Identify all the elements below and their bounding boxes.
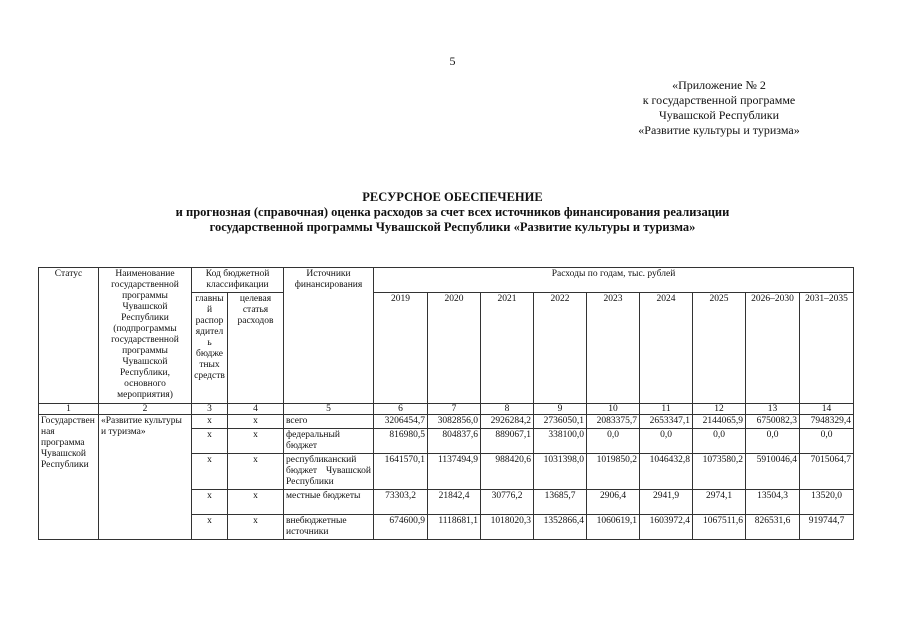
value-cell: 826531,6 xyxy=(746,515,800,540)
column-number: 6 xyxy=(374,404,428,415)
value-cell: 2906,4 xyxy=(587,490,640,515)
header-target-item: целевая статья расходов xyxy=(228,293,284,404)
header-year: 2021 xyxy=(481,293,534,404)
header-year: 2019 xyxy=(374,293,428,404)
column-number: 5 xyxy=(284,404,374,415)
value-cell: 0,0 xyxy=(800,429,854,454)
program-name-cell: «Развитие культуры и туризма» xyxy=(99,415,192,540)
header-budget-code: Код бюджетной классификации xyxy=(192,268,284,293)
value-cell: 1031398,0 xyxy=(534,454,587,490)
page-number: 5 xyxy=(449,54,456,68)
value-cell: 3082856,0 xyxy=(428,415,481,429)
source-cell: местные бюджеты xyxy=(284,490,374,515)
column-number: 13 xyxy=(746,404,800,415)
column-number: 7 xyxy=(428,404,481,415)
header-program-name: Наименование государственной программы Чувашской Республики (подпрограммы государственной программы Чувашской Республики, основного мероприятия) xyxy=(99,268,192,404)
heading-subtitle: государственной программы Чувашской Республики «Развитие культуры и туризма» xyxy=(209,220,696,234)
value-cell: 5910046,4 xyxy=(746,454,800,490)
source-cell: внебюджетные источники xyxy=(284,515,374,540)
source-cell: федеральный бюджет xyxy=(284,429,374,454)
column-number: 1 xyxy=(39,404,99,415)
value-cell: 816980,5 xyxy=(374,429,428,454)
header-year: 2031–2035 xyxy=(800,293,854,404)
value-cell: 0,0 xyxy=(693,429,746,454)
value-cell: 13520,0 xyxy=(800,490,854,515)
column-number: 10 xyxy=(587,404,640,415)
column-numbers-row xyxy=(39,404,854,415)
value-cell: 2941,9 xyxy=(640,490,693,515)
value-cell: 2736050,1 xyxy=(534,415,587,429)
header-year: 2026–2030 xyxy=(746,293,800,404)
heading-subtitle: и прогнозная (справочная) оценка расходов за счет всех источников финансирования реализации xyxy=(175,205,730,219)
value-cell: 1019850,2 xyxy=(587,454,640,490)
value-cell: 1137494,9 xyxy=(428,454,481,490)
value-cell: 2083375,7 xyxy=(587,415,640,429)
column-number: 3 xyxy=(192,404,228,415)
target-item-cell: x xyxy=(228,429,284,454)
header-sources: Источники финансирования xyxy=(284,268,374,404)
appendix-line: Чувашской Республики xyxy=(658,108,780,122)
value-cell: 2974,1 xyxy=(693,490,746,515)
value-cell: 13685,7 xyxy=(534,490,587,515)
header-expenses: Расходы по годам, тыс. рублей xyxy=(374,268,854,293)
value-cell: 0,0 xyxy=(640,429,693,454)
value-cell: 804837,6 xyxy=(428,429,481,454)
document-heading xyxy=(0,190,905,235)
target-item-cell: x xyxy=(228,515,284,540)
main-manager-cell: x xyxy=(192,515,228,540)
value-cell: 1073580,2 xyxy=(693,454,746,490)
header-year: 2025 xyxy=(693,293,746,404)
value-cell: 0,0 xyxy=(587,429,640,454)
value-cell: 889067,1 xyxy=(481,429,534,454)
target-item-cell: x xyxy=(228,415,284,429)
column-number: 11 xyxy=(640,404,693,415)
value-cell: 1060619,1 xyxy=(587,515,640,540)
value-cell: 1118681,1 xyxy=(428,515,481,540)
header-year: 2024 xyxy=(640,293,693,404)
value-cell: 1046432,8 xyxy=(640,454,693,490)
source-cell: всего xyxy=(284,415,374,429)
table-header-row xyxy=(39,268,854,293)
value-cell: 1603972,4 xyxy=(640,515,693,540)
main-manager-cell: x xyxy=(192,429,228,454)
value-cell: 919744,7 xyxy=(800,515,854,540)
value-cell: 2926284,2 xyxy=(481,415,534,429)
appendix-line: «Развитие культуры и туризма» xyxy=(638,123,800,137)
header-year: 2023 xyxy=(587,293,640,404)
value-cell: 2653347,1 xyxy=(640,415,693,429)
value-cell: 30776,2 xyxy=(481,490,534,515)
value-cell: 21842,4 xyxy=(428,490,481,515)
main-manager-cell: x xyxy=(192,490,228,515)
value-cell: 338100,0 xyxy=(534,429,587,454)
value-cell: 3206454,7 xyxy=(374,415,428,429)
value-cell: 1018020,3 xyxy=(481,515,534,540)
value-cell: 1067511,6 xyxy=(693,515,746,540)
main-manager-cell: x xyxy=(192,454,228,490)
value-cell: 6750082,3 xyxy=(746,415,800,429)
resource-table xyxy=(38,267,854,540)
target-item-cell: x xyxy=(228,490,284,515)
value-cell: 0,0 xyxy=(746,429,800,454)
value-cell: 7015064,7 xyxy=(800,454,854,490)
appendix-line: к государственной программе xyxy=(642,93,796,107)
value-cell: 73303,2 xyxy=(374,490,428,515)
source-cell: республиканский бюджет Чувашской Республики xyxy=(284,454,374,490)
table-row xyxy=(39,415,854,429)
header-main-manager: главный распорядитель бюджетных средств xyxy=(192,293,228,404)
header-year: 2022 xyxy=(534,293,587,404)
column-number: 2 xyxy=(99,404,192,415)
target-item-cell: x xyxy=(228,454,284,490)
value-cell: 1641570,1 xyxy=(374,454,428,490)
heading-title: РЕСУРСНОЕ ОБЕСПЕЧЕНИЕ xyxy=(362,190,543,204)
column-number: 4 xyxy=(228,404,284,415)
column-number: 12 xyxy=(693,404,746,415)
column-number: 8 xyxy=(481,404,534,415)
value-cell: 13504,3 xyxy=(746,490,800,515)
value-cell: 674600,9 xyxy=(374,515,428,540)
value-cell: 1352866,4 xyxy=(534,515,587,540)
header-status: Статус xyxy=(39,268,99,404)
value-cell: 2144065,9 xyxy=(693,415,746,429)
value-cell: 7948329,4 xyxy=(800,415,854,429)
value-cell: 988420,6 xyxy=(481,454,534,490)
column-number: 14 xyxy=(800,404,854,415)
appendix-note xyxy=(599,78,839,138)
main-manager-cell: x xyxy=(192,415,228,429)
status-cell: Государственная программа Чувашской Республики xyxy=(39,415,99,540)
column-number: 9 xyxy=(534,404,587,415)
appendix-line: «Приложение № 2 xyxy=(672,78,766,92)
header-year: 2020 xyxy=(428,293,481,404)
